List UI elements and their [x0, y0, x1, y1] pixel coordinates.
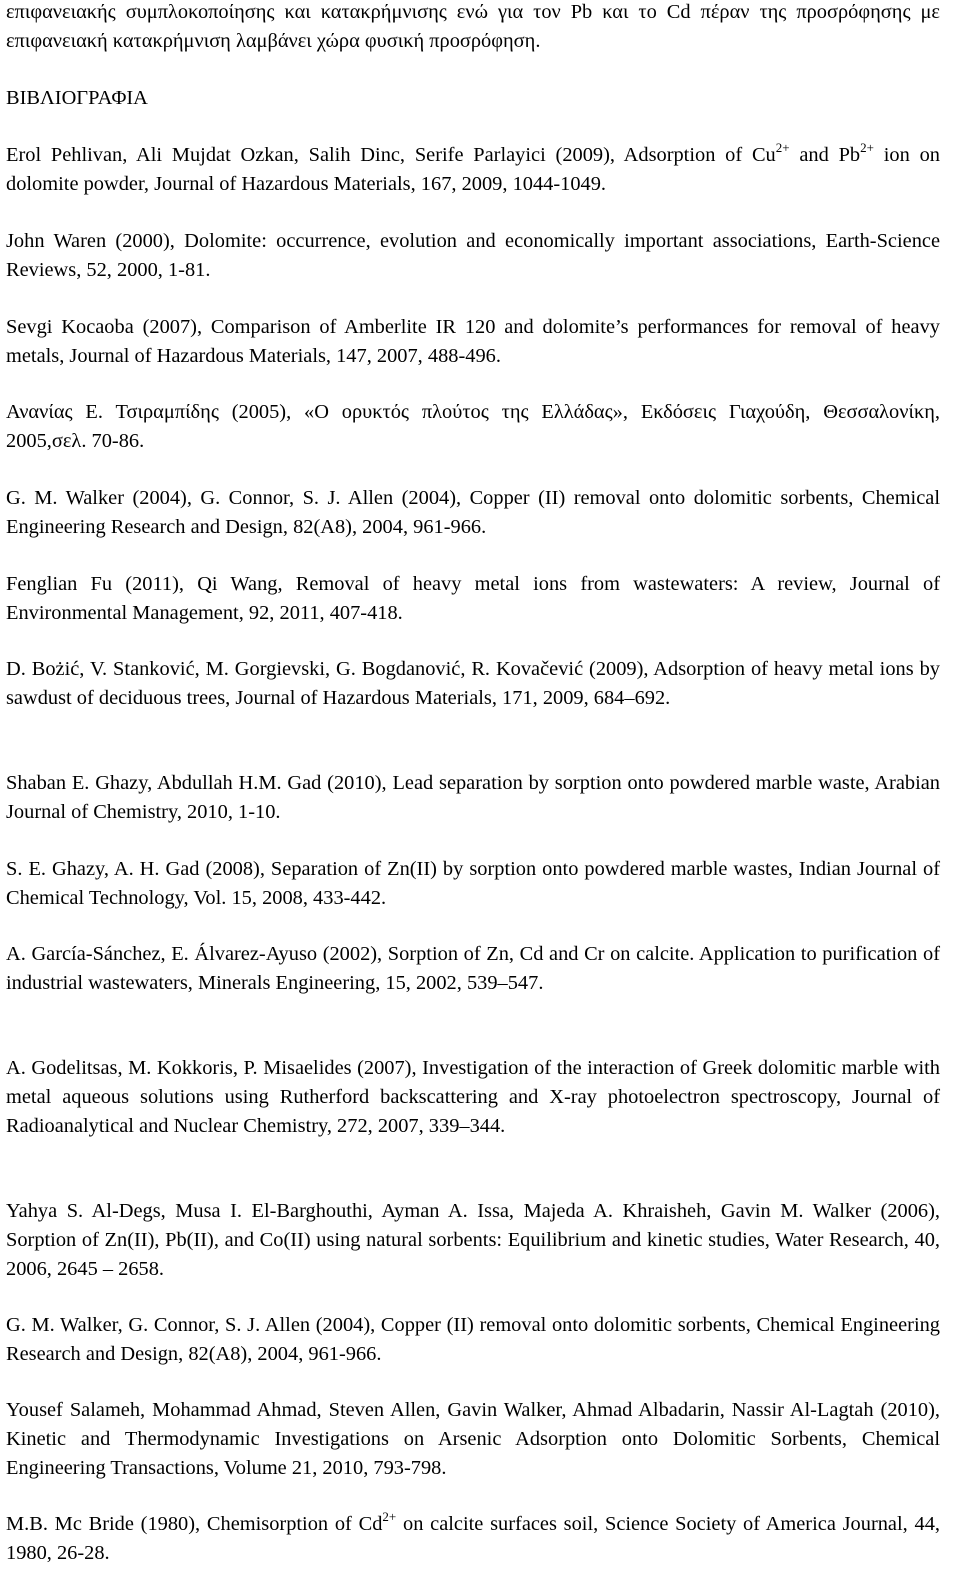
reference-item-9: S. E. Ghazy, A. H. Gad (2008), Separation of Zn(II) by sorption onto powdered marble wastes, Indian Journal of Chemical Technology, Vol. 15, 2008, 433-442. — [6, 858, 940, 909]
reference-item-14: Yousef Salameh, Mohammad Ahmad, Steven Allen, Gavin Walker, Ahmad Albadarin, Nassir Al-Lagtah (2010), Kinetic and Thermodynamic Investigations on Arsenic Adsorption onto Dolomitic Sorbents, Chemical Engineering Transactions, Volume 21, 2010, 793-798. — [6, 1399, 940, 1479]
ref1-superscript-1: 2+ — [775, 140, 790, 155]
intro-paragraph: επιφανειακής συμπλοκοποίησης και κατακρήμνισης ενώ για τον Pb και το Cd πέραν της προσρόφησης με επιφανειακή κατακρήμνιση λαμβάνει χώρα φυσική προσρόφηση. — [6, 1, 940, 52]
ref15-text-2: on calcite surfaces soil, Science Society of America Journal, 44, 1980, 26-28. — [6, 1513, 940, 1564]
reference-item-2: John Waren (2000), Dolomite: occurrence, evolution and economically important associations, Earth-Science Reviews, 52, 2000, 1-81. — [6, 230, 940, 281]
reference-item-15 — [6, 1510, 940, 1568]
reference-item-6: Fenglian Fu (2011), Qi Wang, Removal of heavy metal ions from wastewaters: A review, Journal of Environmental Management, 92, 2011, 407-418. — [6, 573, 940, 624]
reference-item-13: G. M. Walker, G. Connor, S. J. Allen (2004), Copper (II) removal onto dolomitic sorbents, Chemical Engineering Research and Design, 82(A8), 2004, 961-966. — [6, 1314, 940, 1365]
reference-item-11: A. Godelitsas, M. Kokkoris, P. Misaelides (2007), Investigation of the interaction of Greek dolomitic marble with metal aqueous solutions using Rutherford backscattering and X-ray photoelectron spectroscopy, Journal of Radioanalytical and Nuclear Chemistry, 272, 2007, 339–344. — [6, 1057, 940, 1137]
reference-item-12: Yahya S. Al-Degs, Musa I. El-Barghouthi, Ayman A. Issa, Majeda A. Khraisheh, Gavin M. Walker (2006), Sorption of Zn(II), Pb(II), and Co(II) using natural sorbents: Equilibrium and kinetic studies, Water Research, 40, 2006, 2645 – 2658. — [6, 1200, 940, 1280]
ref1-superscript-2: 2+ — [860, 140, 874, 155]
reference-item-1 — [6, 141, 940, 199]
bibliography-heading: ΒΙΒΛΙΟΓΡΑΦΙΑ — [6, 87, 148, 109]
ref1-text-2: and Pb — [789, 144, 861, 166]
reference-item-3: Sevgi Kocaoba (2007), Comparison of Amberlite IR 120 and dolomite’s performances for removal of heavy metals, Journal of Hazardous Materials, 147, 2007, 488-496. — [6, 316, 940, 367]
ref1-text-1: Erol Pehlivan, Ali Mujdat Ozkan, Salih Dinc, Serife Parlayici (2009), Adsorption of Cu — [6, 144, 776, 166]
reference-item-10: A. García-Sánchez, E. Álvarez-Ayuso (2002), Sorption of Zn, Cd and Cr on calcite. Application to purification of industrial wastewaters, Minerals Engineering, 15, 2002, 539–547. — [6, 943, 940, 994]
reference-item-7: D. Bożić, V. Stanković, M. Gorgievski, G. Bogdanović, R. Kovačević (2009), Adsorption of heavy metal ions by sawdust of deciduous trees, Journal of Hazardous Materials, 171, 2009, 684–692. — [6, 658, 940, 709]
reference-item-4: Ανανίας Ε. Τσιραμπίδης (2005), «Ο ορυκτός πλούτος της Ελλάδας», Εκδόσεις Γιαχούδη, Θεσσαλονίκη, 2005,σελ. 70-86. — [6, 401, 940, 452]
ref15-superscript: 2+ — [382, 1509, 397, 1524]
reference-item-5: G. M. Walker (2004), G. Connor, S. J. Allen (2004), Copper (II) removal onto dolomitic sorbents, Chemical Engineering Research and Design, 82(A8), 2004, 961-966. — [6, 487, 940, 538]
reference-item-8: Shaban E. Ghazy, Abdullah H.M. Gad (2010), Lead separation by sorption onto powdered marble waste, Arabian Journal of Chemistry, 2010, 1-10. — [6, 772, 940, 823]
ref1-text-3: ion on dolomite powder, Journal of Hazardous Materials, 167, 2009, 1044-1049. — [6, 144, 940, 195]
ref15-text-1: M.B. Mc Bride (1980), Chemisorption of Cd — [6, 1513, 383, 1535]
